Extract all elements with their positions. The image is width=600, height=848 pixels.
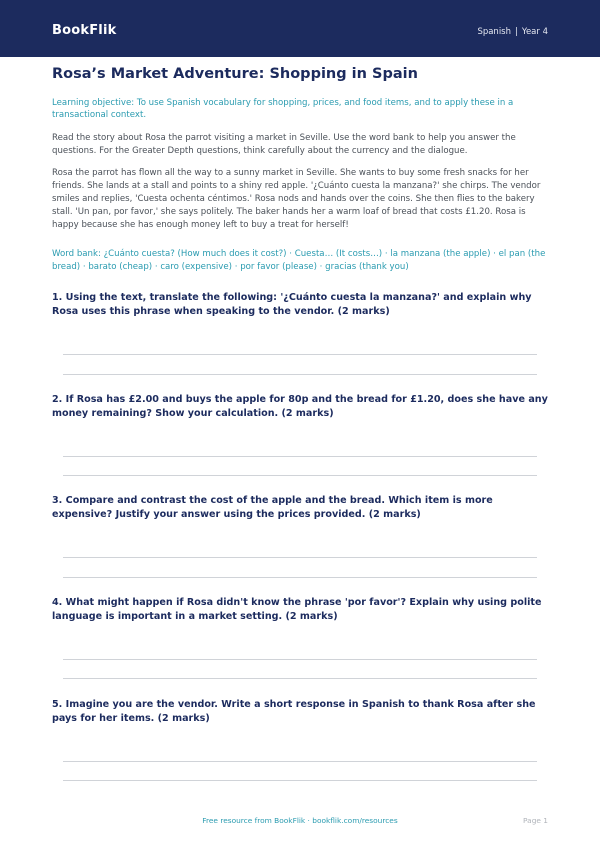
- answer-line[interactable]: [63, 374, 537, 375]
- question-2: 2. If Rosa has £2.00 and buys the apple for 80p and the bread for £1.20, does she have any money remaining? Show your calculation. (2 marks): [52, 394, 548, 419]
- answer-line[interactable]: [63, 577, 537, 578]
- year-label: Year 4: [521, 27, 548, 37]
- answer-line[interactable]: [63, 659, 537, 660]
- page-title: Rosa’s Market Adventure: Shopping in Spain: [52, 66, 418, 82]
- answer-line[interactable]: [63, 456, 537, 457]
- answer-line[interactable]: [63, 678, 537, 679]
- answer-line[interactable]: [63, 557, 537, 558]
- word-bank: Word bank: ¿Cuánto cuesta? (How much does it cost?) · Cuesta… (It costs…) · la manzana (the apple) · el pan (the bread) · barato (cheap) · caro (expensive) · por favor (please) · gracias (thank you): [52, 249, 546, 272]
- learning-objective: Learning objective: To use Spanish vocabulary for shopping, prices, and food items, and to apply these in a transactional context.: [52, 98, 514, 121]
- answer-line[interactable]: [63, 354, 537, 355]
- intro-paragraph: Read the story about Rosa the parrot visiting a market in Seville. Use the word bank to help you answer the questions. For the Greater Depth questions, think carefully about the currency and the dialogue.: [52, 133, 516, 156]
- question-1: 1. Using the text, translate the following: '¿Cuánto cuesta la manzana?' and explain why Rosa uses this phrase when speaking to the vendor. (2 marks): [52, 292, 532, 317]
- page-number: Page 1: [523, 816, 548, 825]
- answer-line[interactable]: [63, 761, 537, 762]
- question-4: 4. What might happen if Rosa didn't know the phrase 'por favor'? Explain why using polite language is important in a market setting. (2 marks): [52, 597, 542, 622]
- header-separator: |: [515, 27, 518, 37]
- footer-credit: Free resource from BookFlik · bookflik.com/resources: [202, 816, 398, 825]
- page-header: [0, 0, 600, 57]
- header-meta: [477, 27, 548, 37]
- subject-label: Spanish: [477, 27, 512, 37]
- story-paragraph: Rosa the parrot has flown all the way to a sunny market in Seville. She wants to buy some fresh snacks for her friends. She lands at a stall and points to a shiny red apple. '¿Cuánto cuesta la manzana?' she chirps. The vendor smiles and replies, 'Cuesta ochenta céntimos.' Rosa nods and hands over the coins. She then flies to the bakery stall. 'Un pan, por favor,' she says politely. The baker hands her a warm loaf of bread that costs £1.20. Rosa is happy because she has enough money left to buy a treat for herself!: [52, 168, 541, 230]
- question-3: 3. Compare and contrast the cost of the apple and the bread. Which item is more expensive? Justify your answer using the prices provided. (2 marks): [52, 495, 493, 520]
- answer-line[interactable]: [63, 475, 537, 476]
- question-5: 5. Imagine you are the vendor. Write a short response in Spanish to thank Rosa after she pays for her items. (2 marks): [52, 699, 536, 724]
- answer-line[interactable]: [63, 780, 537, 781]
- brand-logo-text: BookFlik: [52, 23, 117, 38]
